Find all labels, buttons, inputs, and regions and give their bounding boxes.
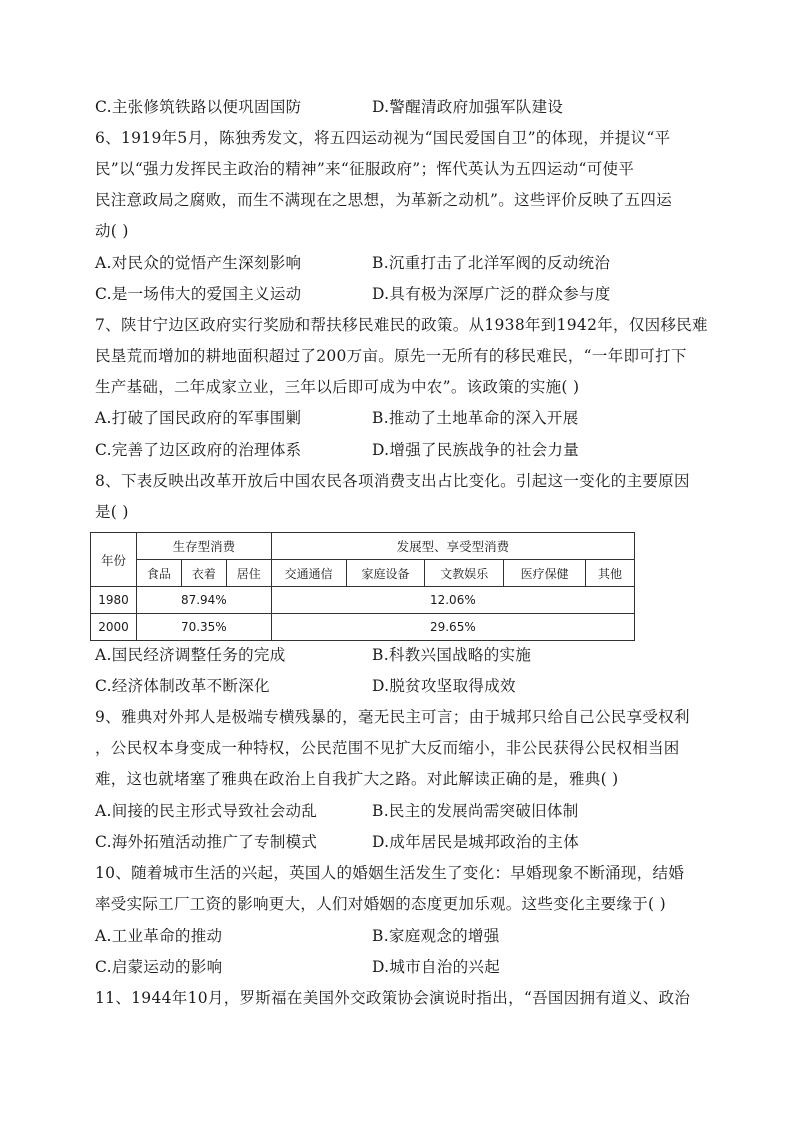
table-subheader: 衣着 [181,560,226,587]
table-subheader: 其他 [586,560,635,587]
q10-option-d: D.城市自治的兴起 [372,958,501,976]
q10-option-a: A.工业革命的推动 [95,927,223,945]
consumption-table [90,532,635,641]
q5-option-c: C.主张修筑铁路以便巩固国防 [95,98,302,116]
table-cell-development: 12.06% [271,587,634,614]
table-subheader: 食品 [136,560,181,587]
table-cell-development: 29.65% [271,614,634,641]
table-group-development: 发展型、享受型消费 [271,533,634,560]
q7-option-c: C.完善了边区政府的治理体系 [95,441,302,459]
q6-stem-line-4: 动( ) [95,222,129,240]
table-row [91,587,635,614]
q9-stem-line-3: 难，这也就堵塞了雅典在政治上自我扩大之路。对此解读正确的是，雅典( ) [95,770,619,788]
table-cell-year: 2000 [91,614,137,641]
q7-stem-line-3: 生产基础，二年成家立业，三年以后即可成为中农”。该政策的实施( ) [95,378,580,396]
q6-option-c: C.是一场伟大的爱国主义运动 [95,285,302,303]
q6-stem-line-2: 民”以“强力发挥民主政治的精神”来“征服政府”；恽代英认为五四运动“可使平 [95,160,635,178]
q11-stem-line-1: 11、1944年10月，罗斯福在美国外交政策协会演说时指出，“吾国因拥有道义、政治 [95,989,691,1007]
q6-stem-line-3: 民注意政局之腐败，而生不满现在之思想，为革新之动机”。这些评价反映了五四运 [95,191,673,209]
q9-stem-line-2: ，公民权本身变成一种特权，公民范围不见扩大反而缩小，非公民获得公民权相当困 [95,739,680,757]
q10-option-b: B.家庭观念的增强 [372,927,500,945]
q7-stem-line-1: 7、陕甘宁边区政府实行奖励和帮扶移民难民的政策。从1938年到1942年，仅因移民难 [95,316,708,334]
q5-option-d: D.警醒清政府加强军队建设 [372,98,564,116]
table-subheader: 家庭设备 [346,560,425,587]
q8-stem-line-1: 8、下表反映出改革开放后中国农民各项消费支出占比变化。引起这一变化的主要原因 [95,472,690,490]
q10-stem-line-2: 率受实际工厂工资的影响更大，人们对婚姻的态度更加乐观。这些变化主要缘于( ) [95,895,666,913]
q6-stem-line-1: 6、1919年5月，陈独秀发文，将五四运动视为“国民爱国自卫”的体现，并提议“平 [95,129,671,147]
table-cell-year: 1980 [91,587,137,614]
q10-option-c: C.启蒙运动的影响 [95,958,223,976]
q7-option-d: D.增强了民族战争的社会力量 [372,441,580,459]
table-group-survival: 生存型消费 [136,533,271,560]
q7-option-b: B.推动了土地革命的深入开展 [372,409,579,427]
table-subheader: 文教娱乐 [425,560,504,587]
table-year-header: 年份 [91,533,137,587]
table-cell-survival: 70.35% [136,614,271,641]
table-row [91,614,635,641]
q8-option-d: D.脱贫攻坚取得成效 [372,677,516,695]
q8-option-a: A.国民经济调整任务的完成 [95,646,286,664]
table-subheader: 居住 [226,560,271,587]
q8-option-b: B.科教兴国战略的实施 [372,646,532,664]
q9-option-d: D.成年居民是城邦政治的主体 [372,833,580,851]
q7-option-a: A.打破了国民政府的军事围剿 [95,409,302,427]
table-subheader: 交通通信 [271,560,346,587]
table-cell-survival: 87.94% [136,587,271,614]
q9-option-a: A.间接的民主形式导致社会动乱 [95,802,318,820]
q10-stem-line-1: 10、随着城市生活的兴起，英国人的婚姻生活发生了变化：早婚现象不断涌现，结婚 [95,864,685,882]
q7-stem-line-2: 民垦荒而增加的耕地面积超过了200万亩。原先一无所有的移民难民，“一年即可打下 [95,347,687,365]
q9-option-c: C.海外拓殖活动推广了专制模式 [95,833,318,851]
q9-option-b: B.民主的发展尚需突破旧体制 [372,802,579,820]
q6-option-a: A.对民众的觉悟产生深刻影响 [95,254,302,272]
q6-option-b: B.沉重打击了北洋军阀的反动统治 [372,254,611,272]
q8-stem-line-2: 是( ) [95,503,129,521]
q8-option-c: C.经济体制改革不断深化 [95,677,270,695]
q6-option-d: D.具有极为深厚广泛的群众参与度 [372,285,611,303]
q9-stem-line-1: 9、雅典对外邦人是极端专横残暴的，毫无民主可言；由于城邦只给自己公民享受权利 [95,708,690,726]
table-subheader: 医疗保健 [504,560,586,587]
